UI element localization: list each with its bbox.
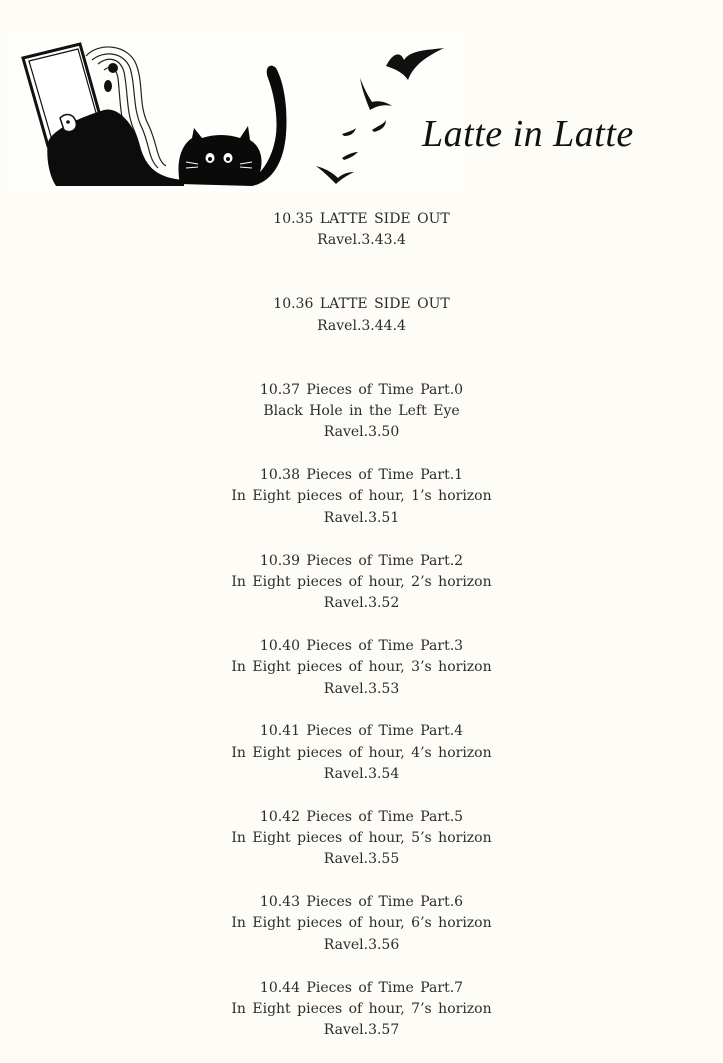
list-item bbox=[0, 892, 723, 977]
list-item bbox=[0, 807, 723, 892]
girl-reading-cat-birds-illustration bbox=[8, 34, 463, 192]
list-item bbox=[0, 209, 723, 294]
entry-subtitle: In Eight pieces of hour, 1’s horizon bbox=[231, 488, 492, 505]
list-item bbox=[0, 978, 723, 1063]
entry-subtitle: In Eight pieces of hour, 4’s horizon bbox=[231, 744, 492, 761]
list-item bbox=[0, 465, 723, 550]
entry-code: Ravel.3.50 bbox=[323, 424, 400, 441]
entry-code: Ravel.3.52 bbox=[323, 595, 400, 612]
entry-code: Ravel.3.51 bbox=[323, 509, 400, 526]
entry-subtitle: In Eight pieces of hour, 2’s horizon bbox=[231, 573, 492, 590]
page-title: Latte in Latte bbox=[422, 113, 634, 155]
entry-code: Ravel.3.53 bbox=[323, 680, 400, 697]
list-item bbox=[0, 721, 723, 806]
list-item bbox=[0, 636, 723, 721]
entry-code: Ravel.3.57 bbox=[323, 1022, 400, 1039]
list-item bbox=[0, 294, 723, 379]
entry-code: Ravel.3.56 bbox=[323, 936, 400, 953]
list-item bbox=[0, 551, 723, 636]
entry-code: Ravel.3.44.4 bbox=[317, 317, 406, 334]
entry-code: Ravel.3.43.4 bbox=[317, 232, 406, 249]
entry-title: 10.41 Pieces of Time Part.4 bbox=[259, 723, 464, 740]
entry-title: 10.38 Pieces of Time Part.1 bbox=[259, 467, 464, 484]
entry-subtitle: In Eight pieces of hour, 5’s horizon bbox=[231, 830, 492, 847]
entry-title: 10.44 Pieces of Time Part.7 bbox=[259, 979, 464, 996]
entry-code: Ravel.3.55 bbox=[323, 851, 400, 868]
entry-subtitle: Black Hole in the Left Eye bbox=[263, 403, 460, 420]
entry-list bbox=[0, 209, 723, 1063]
list-item bbox=[0, 380, 723, 465]
entry-code: Ravel.3.54 bbox=[323, 765, 400, 782]
entry-title: 10.35 LATTE SIDE OUT bbox=[273, 211, 450, 227]
entry-subtitle: In Eight pieces of hour, 7’s horizon bbox=[231, 1000, 492, 1017]
entry-subtitle: In Eight pieces of hour, 3’s horizon bbox=[231, 659, 492, 676]
entry-title: 10.36 LATTE SIDE OUT bbox=[273, 296, 450, 313]
entry-title: 10.42 Pieces of Time Part.5 bbox=[259, 808, 464, 825]
entry-title: 10.40 Pieces of Time Part.3 bbox=[259, 637, 464, 654]
entry-title: 10.37 Pieces of Time Part.0 bbox=[259, 381, 464, 398]
entry-title: 10.39 Pieces of Time Part.2 bbox=[259, 552, 464, 569]
header bbox=[0, 0, 723, 200]
entry-title: 10.43 Pieces of Time Part.6 bbox=[259, 894, 464, 911]
entry-subtitle: In Eight pieces of hour, 6’s horizon bbox=[231, 915, 492, 932]
